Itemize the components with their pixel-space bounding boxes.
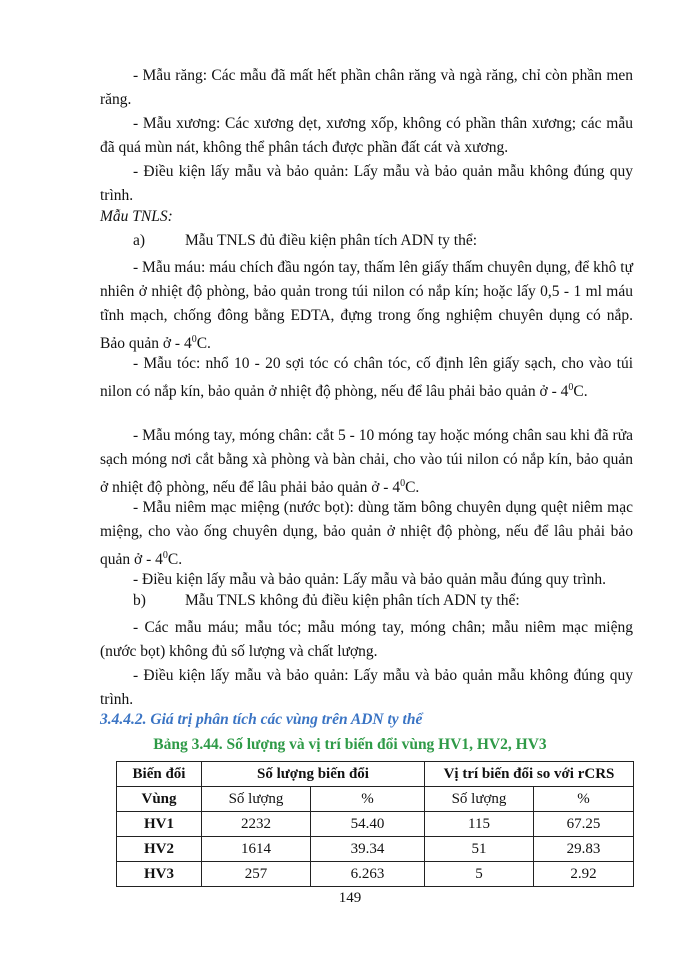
subheader-cell: Số lượng xyxy=(202,787,311,812)
paragraph-tooth-sample: - Mẫu răng: Các mẫu đã mất hết phần chân răng và ngà răng, chỉ còn phần men răng. xyxy=(100,67,633,108)
table-row xyxy=(117,862,634,887)
paragraph-conditions-1: - Điều kiện lấy mẫu và bảo quản: Lấy mẫu và bảo quản mẫu không đúng quy trình. xyxy=(100,163,633,204)
subheader-cell: % xyxy=(311,787,425,812)
paragraph-insufficient-samples: - Các mẫu máu; mẫu tóc; mẫu móng tay, móng chân; mẫu niêm mạc miệng (nước bọt) không đủ số lượng và chất lượng. xyxy=(100,619,633,660)
item-b xyxy=(133,592,520,610)
paragraph-blood-sample: - Mẫu máu: máu chích đầu ngón tay, thấm lên giấy thấm chuyên dụng, để khô tự nhiên ở nhiệt độ phòng, bảo quản trong túi nilon có nắp kín; hoặc lấy 0,5 - 1 ml máu tĩnh mạch, chống đông bằng EDTA, đựng trong ống nghiệm chuyên dụng có nắp. Bảo quản ở - $4^0C$. xyxy=(100,259,633,353)
subheader-cell: % xyxy=(534,787,634,812)
paragraph-nail-sample: - Mẫu móng tay, móng chân: cắt 5 - 10 móng tay hoặc móng chân sau khi đã rửa sạch móng nơi cắt bằng xà phòng và bàn chải, cho vào túi nilon có nắp kín, bảo quản ở nhiệt độ phòng, nếu để lâu phải bảo quản ở - $4^0C$. xyxy=(100,427,633,497)
table-cell: 257 xyxy=(202,862,311,887)
paragraph-hair-sample: - Mẫu tóc: nhổ 10 - 20 sợi tóc có chân tóc, cố định lên giấy sạch, cho vào túi nilon có nắp kín, bảo quản ở nhiệt độ phòng, nếu để lâu phải bảo quản ở - $4^0C$. xyxy=(100,355,633,401)
item-a xyxy=(133,232,477,250)
paragraph-conditions-3: - Điều kiện lấy mẫu và bảo quản: Lấy mẫu và bảo quản mẫu không đúng quy trình. xyxy=(100,667,633,708)
table-cell: 54.40 xyxy=(311,812,425,837)
header-cell: Vị trí biến đổi so với rCRS xyxy=(425,762,634,787)
table-cell: 2.92 xyxy=(534,862,634,887)
table-row xyxy=(117,837,634,862)
table-cell: HV3 xyxy=(117,862,202,887)
paragraph-conditions-2: - Điều kiện lấy mẫu và bảo quản: Lấy mẫu và bảo quản mẫu đúng quy trình. xyxy=(133,571,607,588)
paragraph-saliva-sample: - Mẫu niêm mạc miệng (nước bọt): dùng tăm bông chuyên dụng quệt niêm mạc miệng, cho vào ống chuyên dụng, bảo quản ở nhiệt độ phòng, nếu để lâu phải bảo quản ở - $4^0C$. xyxy=(100,499,633,569)
section-heading: 3.4.4.2. Giá trị phân tích các vùng trên ADN ty thể xyxy=(100,711,423,728)
table-cell: 5 xyxy=(425,862,534,887)
table-cell: 1614 xyxy=(202,837,311,862)
paragraph-bone-sample: - Mẫu xương: Các xương dẹt, xương xốp, không có phần thân xương; các mẫu đã quá mùn nát, không thể phân tách được phần đất cát và xương. xyxy=(100,115,633,156)
page-number: 149 xyxy=(338,890,362,906)
item-b-letter: b) xyxy=(133,592,146,609)
item-b-text: Mẫu TNLS không đủ điều kiện phân tích ADN ty thể: xyxy=(185,592,520,609)
table-cell: 51 xyxy=(425,837,534,862)
table-cell: HV2 xyxy=(117,837,202,862)
table-cell: 29.83 xyxy=(534,837,634,862)
table-cell: HV1 xyxy=(117,812,202,837)
table-header-row xyxy=(117,762,634,787)
table-cell: 6.263 xyxy=(311,862,425,887)
subheader-cell: Vùng xyxy=(117,787,202,812)
label-tnls: Mẫu TNLS: xyxy=(100,208,173,225)
table-cell: 2232 xyxy=(202,812,311,837)
table-cell: 115 xyxy=(425,812,534,837)
subheader-cell: Số lượng xyxy=(425,787,534,812)
header-cell: Số lượng biến đổi xyxy=(202,762,425,787)
item-a-letter: a) xyxy=(133,232,146,249)
item-a-text: Mẫu TNLS đủ điều kiện phân tích ADN ty thể: xyxy=(185,232,478,249)
table-cell: 67.25 xyxy=(534,812,634,837)
table-caption: Bảng 3.44. Số lượng và vị trí biến đổi vùng HV1, HV2, HV3 xyxy=(153,736,547,753)
header-cell: Biến đổi xyxy=(117,762,202,787)
table-subheader-row xyxy=(117,787,634,812)
table-cell: 39.34 xyxy=(311,837,425,862)
variation-table xyxy=(116,761,634,887)
table-row xyxy=(117,812,634,837)
